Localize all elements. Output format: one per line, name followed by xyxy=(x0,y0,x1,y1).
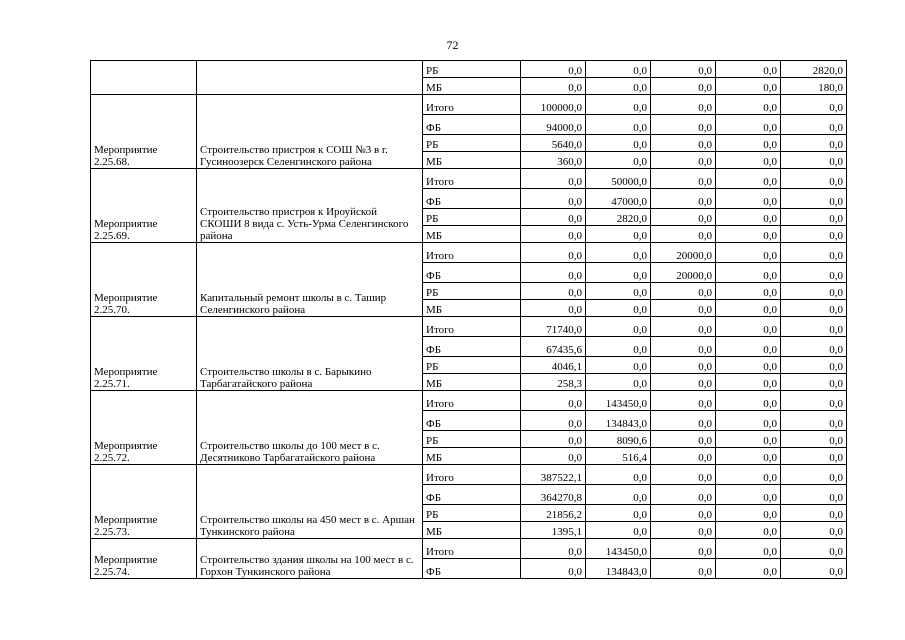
value-cell: 0,0 xyxy=(521,61,586,78)
value-cell: 0,0 xyxy=(651,169,716,189)
value-cell: 71740,0 xyxy=(521,317,586,337)
value-cell: 2820,0 xyxy=(586,209,651,226)
value-cell: 0,0 xyxy=(521,189,586,209)
source-cell: ФБ xyxy=(423,485,521,505)
value-cell: 0,0 xyxy=(521,263,586,283)
value-cell: 364270,8 xyxy=(521,485,586,505)
source-cell: РБ xyxy=(423,61,521,78)
event-cell: Мероприятие 2.25.70. xyxy=(91,243,197,317)
value-cell: 0,0 xyxy=(716,135,781,152)
value-cell: 0,0 xyxy=(781,374,847,391)
source-cell: ФБ xyxy=(423,337,521,357)
value-cell: 0,0 xyxy=(781,189,847,209)
value-cell: 0,0 xyxy=(716,411,781,431)
value-cell: 0,0 xyxy=(781,209,847,226)
value-cell: 134843,0 xyxy=(586,411,651,431)
source-cell: Итого xyxy=(423,169,521,189)
value-cell: 0,0 xyxy=(781,135,847,152)
value-cell: 0,0 xyxy=(781,169,847,189)
value-cell: 0,0 xyxy=(521,169,586,189)
value-cell: 0,0 xyxy=(781,411,847,431)
value-cell: 0,0 xyxy=(521,226,586,243)
value-cell: 0,0 xyxy=(781,539,847,559)
value-cell: 0,0 xyxy=(716,243,781,263)
value-cell: 0,0 xyxy=(716,209,781,226)
value-cell: 0,0 xyxy=(716,169,781,189)
value-cell: 0,0 xyxy=(651,209,716,226)
description-cell: Строительство пристроя к Ироуйской СКОШИ 8 вида с. Усть-Урма Селенгинского района xyxy=(197,169,423,243)
value-cell: 0,0 xyxy=(781,115,847,135)
value-cell: 0,0 xyxy=(716,300,781,317)
value-cell: 0,0 xyxy=(716,337,781,357)
value-cell: 0,0 xyxy=(716,448,781,465)
value-cell: 0,0 xyxy=(781,559,847,579)
table-row xyxy=(91,169,847,189)
source-cell: МБ xyxy=(423,300,521,317)
value-cell: 0,0 xyxy=(781,485,847,505)
value-cell: 0,0 xyxy=(781,95,847,115)
value-cell: 0,0 xyxy=(586,226,651,243)
value-cell: 0,0 xyxy=(716,431,781,448)
budget-table xyxy=(90,60,847,579)
source-cell: РБ xyxy=(423,431,521,448)
value-cell: 0,0 xyxy=(651,357,716,374)
value-cell: 0,0 xyxy=(781,431,847,448)
source-cell: Итого xyxy=(423,539,521,559)
source-cell: МБ xyxy=(423,448,521,465)
value-cell: 134843,0 xyxy=(586,559,651,579)
description-cell: Строительство школы до 100 мест в с. Десятниково Тарбагатайского района xyxy=(197,391,423,465)
event-cell: Мероприятие 2.25.68. xyxy=(91,95,197,169)
value-cell: 0,0 xyxy=(781,465,847,485)
value-cell: 0,0 xyxy=(586,505,651,522)
table-row xyxy=(91,465,847,485)
table-row xyxy=(91,391,847,411)
event-cell: Мероприятие 2.25.74. xyxy=(91,539,197,579)
source-cell: МБ xyxy=(423,152,521,169)
blank-cell xyxy=(197,61,423,95)
value-cell: 0,0 xyxy=(651,300,716,317)
value-cell: 0,0 xyxy=(586,152,651,169)
value-cell: 0,0 xyxy=(716,539,781,559)
value-cell: 0,0 xyxy=(781,391,847,411)
value-cell: 0,0 xyxy=(781,317,847,337)
value-cell: 0,0 xyxy=(651,152,716,169)
value-cell: 0,0 xyxy=(586,135,651,152)
source-cell: РБ xyxy=(423,209,521,226)
value-cell: 0,0 xyxy=(716,78,781,95)
source-cell: РБ xyxy=(423,357,521,374)
value-cell: 67435,6 xyxy=(521,337,586,357)
value-cell: 8090,6 xyxy=(586,431,651,448)
source-cell: Итого xyxy=(423,465,521,485)
description-cell: Капитальный ремонт школы в с. Ташир Селенгинского района xyxy=(197,243,423,317)
table-body xyxy=(91,61,847,579)
value-cell: 387522,1 xyxy=(521,465,586,485)
table-row xyxy=(91,95,847,115)
value-cell: 0,0 xyxy=(651,559,716,579)
table-row xyxy=(91,61,847,78)
value-cell: 0,0 xyxy=(651,61,716,78)
description-cell: Строительство здания школы на 100 мест в с. Горхон Тункинского района xyxy=(197,539,423,579)
value-cell: 20000,0 xyxy=(651,263,716,283)
value-cell: 0,0 xyxy=(651,78,716,95)
value-cell: 0,0 xyxy=(716,115,781,135)
value-cell: 94000,0 xyxy=(521,115,586,135)
value-cell: 0,0 xyxy=(521,283,586,300)
value-cell: 0,0 xyxy=(651,539,716,559)
value-cell: 0,0 xyxy=(586,78,651,95)
value-cell: 0,0 xyxy=(586,263,651,283)
value-cell: 0,0 xyxy=(781,152,847,169)
value-cell: 0,0 xyxy=(586,95,651,115)
source-cell: РБ xyxy=(423,505,521,522)
event-cell: Мероприятие 2.25.72. xyxy=(91,391,197,465)
value-cell: 0,0 xyxy=(586,115,651,135)
source-cell: МБ xyxy=(423,226,521,243)
table-row xyxy=(91,317,847,337)
source-cell: Итого xyxy=(423,243,521,263)
value-cell: 0,0 xyxy=(521,539,586,559)
value-cell: 0,0 xyxy=(651,505,716,522)
value-cell: 0,0 xyxy=(716,283,781,300)
value-cell: 0,0 xyxy=(521,411,586,431)
value-cell: 0,0 xyxy=(521,391,586,411)
value-cell: 0,0 xyxy=(781,283,847,300)
value-cell: 0,0 xyxy=(781,448,847,465)
source-cell: МБ xyxy=(423,522,521,539)
value-cell: 1395,1 xyxy=(521,522,586,539)
value-cell: 0,0 xyxy=(651,522,716,539)
value-cell: 100000,0 xyxy=(521,95,586,115)
value-cell: 143450,0 xyxy=(586,539,651,559)
value-cell: 0,0 xyxy=(651,485,716,505)
source-cell: ФБ xyxy=(423,559,521,579)
value-cell: 0,0 xyxy=(781,300,847,317)
event-cell: Мероприятие 2.25.71. xyxy=(91,317,197,391)
value-cell: 0,0 xyxy=(521,431,586,448)
value-cell: 0,0 xyxy=(651,465,716,485)
source-cell: ФБ xyxy=(423,263,521,283)
value-cell: 0,0 xyxy=(521,300,586,317)
value-cell: 0,0 xyxy=(586,522,651,539)
value-cell: 0,0 xyxy=(586,243,651,263)
value-cell: 0,0 xyxy=(781,337,847,357)
value-cell: 258,3 xyxy=(521,374,586,391)
source-cell: ФБ xyxy=(423,189,521,209)
value-cell: 0,0 xyxy=(521,448,586,465)
value-cell: 0,0 xyxy=(586,283,651,300)
blank-cell xyxy=(91,61,197,95)
value-cell: 0,0 xyxy=(651,317,716,337)
page-number: 72 xyxy=(446,38,459,52)
value-cell: 0,0 xyxy=(586,374,651,391)
value-cell: 0,0 xyxy=(716,226,781,243)
source-cell: РБ xyxy=(423,135,521,152)
value-cell: 0,0 xyxy=(521,209,586,226)
value-cell: 0,0 xyxy=(651,431,716,448)
source-cell: ФБ xyxy=(423,115,521,135)
value-cell: 0,0 xyxy=(716,95,781,115)
value-cell: 0,0 xyxy=(716,152,781,169)
value-cell: 0,0 xyxy=(781,226,847,243)
value-cell: 0,0 xyxy=(586,61,651,78)
value-cell: 0,0 xyxy=(586,465,651,485)
source-cell: РБ xyxy=(423,283,521,300)
value-cell: 0,0 xyxy=(651,189,716,209)
value-cell: 21856,2 xyxy=(521,505,586,522)
value-cell: 0,0 xyxy=(781,522,847,539)
value-cell: 47000,0 xyxy=(586,189,651,209)
value-cell: 0,0 xyxy=(521,243,586,263)
value-cell: 0,0 xyxy=(521,559,586,579)
description-cell: Строительство пристроя к СОШ №3 в г. Гусиноозерск Селенгинского района xyxy=(197,95,423,169)
value-cell: 0,0 xyxy=(586,317,651,337)
value-cell: 0,0 xyxy=(651,374,716,391)
source-cell: МБ xyxy=(423,374,521,391)
value-cell: 0,0 xyxy=(586,300,651,317)
value-cell: 0,0 xyxy=(521,78,586,95)
value-cell: 5640,0 xyxy=(521,135,586,152)
value-cell: 0,0 xyxy=(716,189,781,209)
value-cell: 0,0 xyxy=(716,485,781,505)
value-cell: 0,0 xyxy=(651,448,716,465)
value-cell: 4046,1 xyxy=(521,357,586,374)
value-cell: 0,0 xyxy=(781,243,847,263)
value-cell: 0,0 xyxy=(651,411,716,431)
value-cell: 0,0 xyxy=(716,61,781,78)
source-cell: Итого xyxy=(423,391,521,411)
value-cell: 0,0 xyxy=(716,317,781,337)
value-cell: 0,0 xyxy=(651,283,716,300)
source-cell: МБ xyxy=(423,78,521,95)
value-cell: 50000,0 xyxy=(586,169,651,189)
value-cell: 0,0 xyxy=(716,522,781,539)
value-cell: 0,0 xyxy=(716,357,781,374)
value-cell: 0,0 xyxy=(651,115,716,135)
value-cell: 0,0 xyxy=(651,135,716,152)
table-row xyxy=(91,539,847,559)
value-cell: 180,0 xyxy=(781,78,847,95)
value-cell: 0,0 xyxy=(586,357,651,374)
value-cell: 0,0 xyxy=(781,357,847,374)
event-cell: Мероприятие 2.25.69. xyxy=(91,169,197,243)
source-cell: Итого xyxy=(423,95,521,115)
value-cell: 0,0 xyxy=(716,263,781,283)
source-cell: ФБ xyxy=(423,411,521,431)
value-cell: 0,0 xyxy=(651,391,716,411)
value-cell: 360,0 xyxy=(521,152,586,169)
value-cell: 0,0 xyxy=(586,485,651,505)
value-cell: 0,0 xyxy=(651,226,716,243)
table-row xyxy=(91,243,847,263)
event-cell: Мероприятие 2.25.73. xyxy=(91,465,197,539)
value-cell: 0,0 xyxy=(716,374,781,391)
source-cell: Итого xyxy=(423,317,521,337)
value-cell: 0,0 xyxy=(781,505,847,522)
value-cell: 0,0 xyxy=(716,465,781,485)
value-cell: 0,0 xyxy=(716,391,781,411)
value-cell: 20000,0 xyxy=(651,243,716,263)
value-cell: 0,0 xyxy=(586,337,651,357)
value-cell: 0,0 xyxy=(781,263,847,283)
description-cell: Строительство школы на 450 мест в с. Аршан Тункинского района xyxy=(197,465,423,539)
value-cell: 0,0 xyxy=(651,337,716,357)
value-cell: 0,0 xyxy=(716,559,781,579)
value-cell: 143450,0 xyxy=(586,391,651,411)
description-cell: Строительство школы в с. Барыкино Тарбагатайского района xyxy=(197,317,423,391)
value-cell: 516,4 xyxy=(586,448,651,465)
value-cell: 0,0 xyxy=(651,95,716,115)
value-cell: 2820,0 xyxy=(781,61,847,78)
value-cell: 0,0 xyxy=(716,505,781,522)
